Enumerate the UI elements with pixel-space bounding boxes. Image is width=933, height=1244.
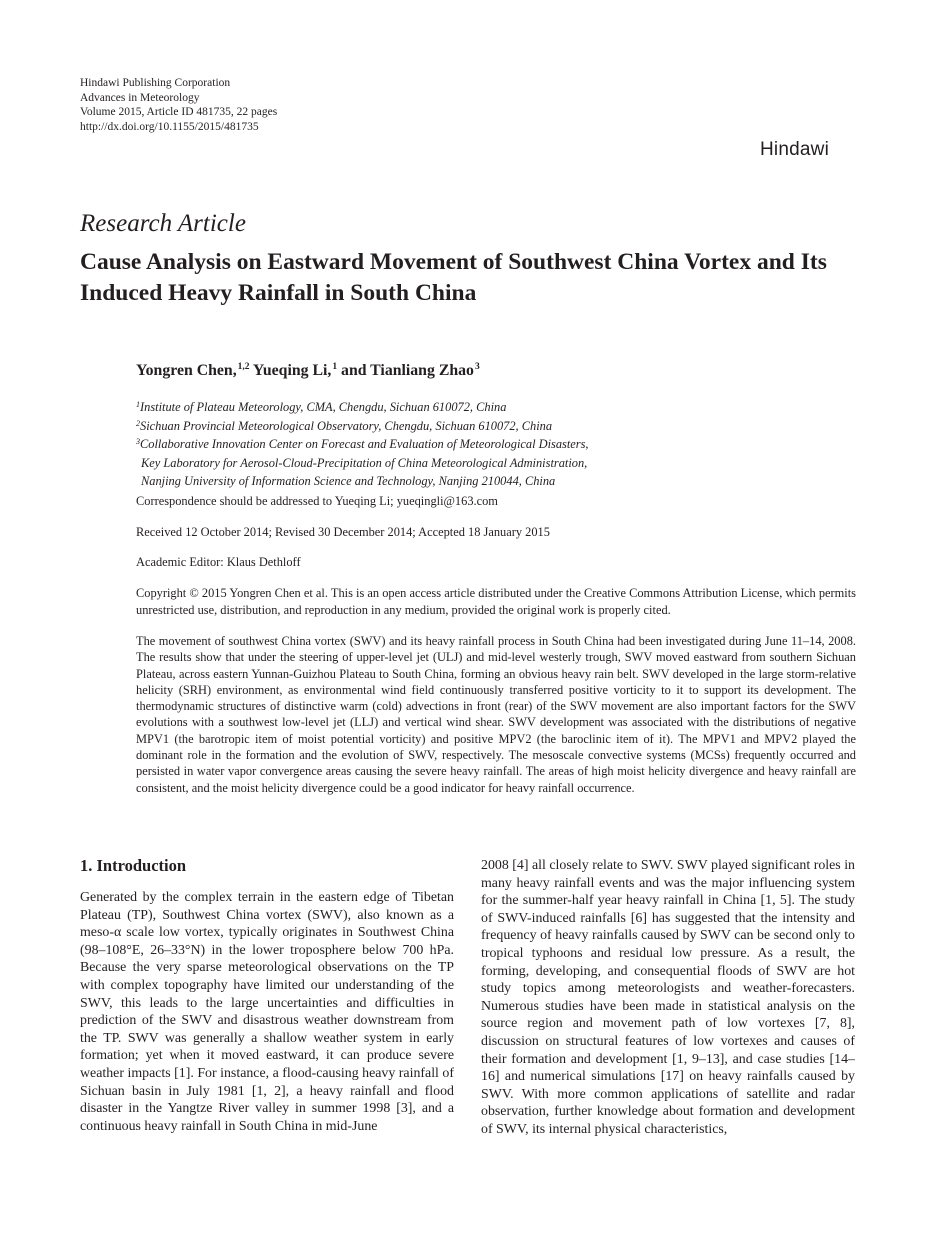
publication-info bbox=[80, 76, 277, 134]
affiliation-line: $^2$Sichuan Provincial Meteorological Observatory, Chengdu, Sichuan 610072, China bbox=[136, 418, 553, 433]
copyright-notice: Copyright © 2015 Yongren Chen et al. This is an open access article distributed under the Creative Commons Attribution License, which permits unrestricted use, distribution, and reproduction in any medium, provided the original work is properly cited. bbox=[136, 586, 856, 617]
affiliation-line: Key Laboratory for Aerosol-Cloud-Precipitation of China Meteorological Administration, bbox=[141, 455, 588, 470]
article-type: Research Article bbox=[80, 210, 246, 237]
author-name: Yueqing Li, bbox=[252, 362, 332, 379]
affiliation-line: $^1$Institute of Plateau Meteorology, CMA, Chengdu, Sichuan 610072, China bbox=[136, 400, 507, 414]
doi-link[interactable]: http://dx.doi.org/10.1155/2015/481735 bbox=[80, 120, 259, 133]
author-affiliation-marker: 1,2 bbox=[237, 362, 250, 372]
author-affiliation-marker: 1 bbox=[332, 362, 338, 372]
correspondence: Correspondence should be addressed to Yueqing Li; yueqingli@163.com bbox=[136, 494, 498, 508]
body-column-left: Generated by the complex terrain in the eastern edge of Tibetan Plateau (TP), Southwest China vortex (SWV), also known as a meso-α scale low vortex, typically originates in Southwest China (98–108°E, 26–33°N) in the lower troposphere below 700 hPa. Because the very sparse meteorological observations on the TP with complex topography have limited our understanding of the SWV, this leads to the large uncertainties and difficulties in prediction of the SWV and disastrous weather downstream from the TP. SWV was generally a shallow weather system in early formation; yet when it moved eastward, it can produce severe weather impacts [1]. For instance, a flood-causing heavy rainfall of Sichuan basin in July 1981 [1, 2], a heavy rainfall and flood disaster in the Yangtze River valley in summer 1998 [3], and a continuous heavy rainfall in South China in mid-June bbox=[80, 890, 454, 1134]
hindawi-logo: Hindawi bbox=[760, 139, 829, 160]
affiliations bbox=[136, 397, 589, 490]
article-title: Cause Analysis on Eastward Movement of Southwest China Vortex and Its Induced Heavy Rainfall in South China bbox=[80, 249, 827, 306]
author-name: Yongren Chen, bbox=[136, 362, 237, 379]
author-name: and Tianliang Zhao bbox=[341, 362, 474, 379]
affiliation-line: $^3$Collaborative Innovation Center on Forecast and Evaluation of Meteorological Disasters, bbox=[136, 437, 589, 452]
abstract: The movement of southwest China vortex (SWV) and its heavy rainfall process in South China had been investigated during June 11–14, 2008. The results show that under the steering of upper-level jet (ULJ) and mid-level westerly trough, SWV moved eastward from southern Sichuan Plateau, across eastern Yunnan-Guizhou Plateau to South China, forming an obvious heavy rain belt. SWV developed in the large storm-relative helicity (SRH) environment, as environmental wind field continuously transferred positive vorticity to it to support its development. The thermodynamic structures of distinctive warm (cold) advections in front (rear) of the SWV movement are also important factors for the SWV evolutions with a southwest low-level jet (LLJ) and vertical wind shear. SWV development was associated with the distributions of negative MPV1 (the barotropic item of moist potential vorticity) and positive MPV2 (the baroclinic item of it). The MPV1 and MPV2 played the dominant role in the formation and the evolution of SWV, respectively. The mesoscale convective systems (MCSs) frequently occurred and persisted in water vapor convergence areas causing the severe heavy rainfall. The areas of high moist helicity divergence and heavy rainfall are consistent, and the moist helicity divergence could be a good indicator for heavy rainfall occurrence. bbox=[136, 634, 856, 795]
volume-info: Volume 2015, Article ID 481735, 22 pages bbox=[80, 106, 278, 119]
affiliation-line: Nanjing University of Information Science and Technology, Nanjing 210044, China bbox=[141, 474, 556, 489]
publisher-name: Hindawi Publishing Corporation bbox=[80, 77, 231, 89]
body-column-right: 2008 [4] all closely relate to SWV. SWV played significant roles in many heavy rainfall events and was the major influencing system for the summer-half year heavy rainfall in China [1, 5]. The study of SWV-induced rainfalls [6] has suggested that the intensity and frequency of heavy rainfalls caused by SWV can be second only to tropical typhoons and residual low pressure. As a result, the forming, developing, and consequential floods of SWV are hot study topics among meteorologists and weather-forecasters. Numerous studies have been made in statistical analysis on the source region and movement path of low vortexes [7, 8], discussion on structural features of low vortexes and causes of their formation and development [1, 9–13], and case studies [14–16] and numerical simulations [17] on heavy rainfalls caused by SWV. With more common applications of satellite and radar observation, further knowledge about formation and development of SWV, its internal physical characteristics, bbox=[481, 858, 855, 1137]
author-affiliation-marker: 3 bbox=[474, 362, 480, 372]
publication-dates: Received 12 October 2014; Revised 30 December 2014; Accepted 18 January 2015 bbox=[136, 525, 550, 539]
section-heading: 1. Introduction bbox=[80, 856, 187, 875]
journal-name: Advances in Meteorology bbox=[80, 91, 200, 104]
academic-editor: Academic Editor: Klaus Dethloff bbox=[136, 555, 301, 569]
author-list bbox=[136, 362, 480, 380]
